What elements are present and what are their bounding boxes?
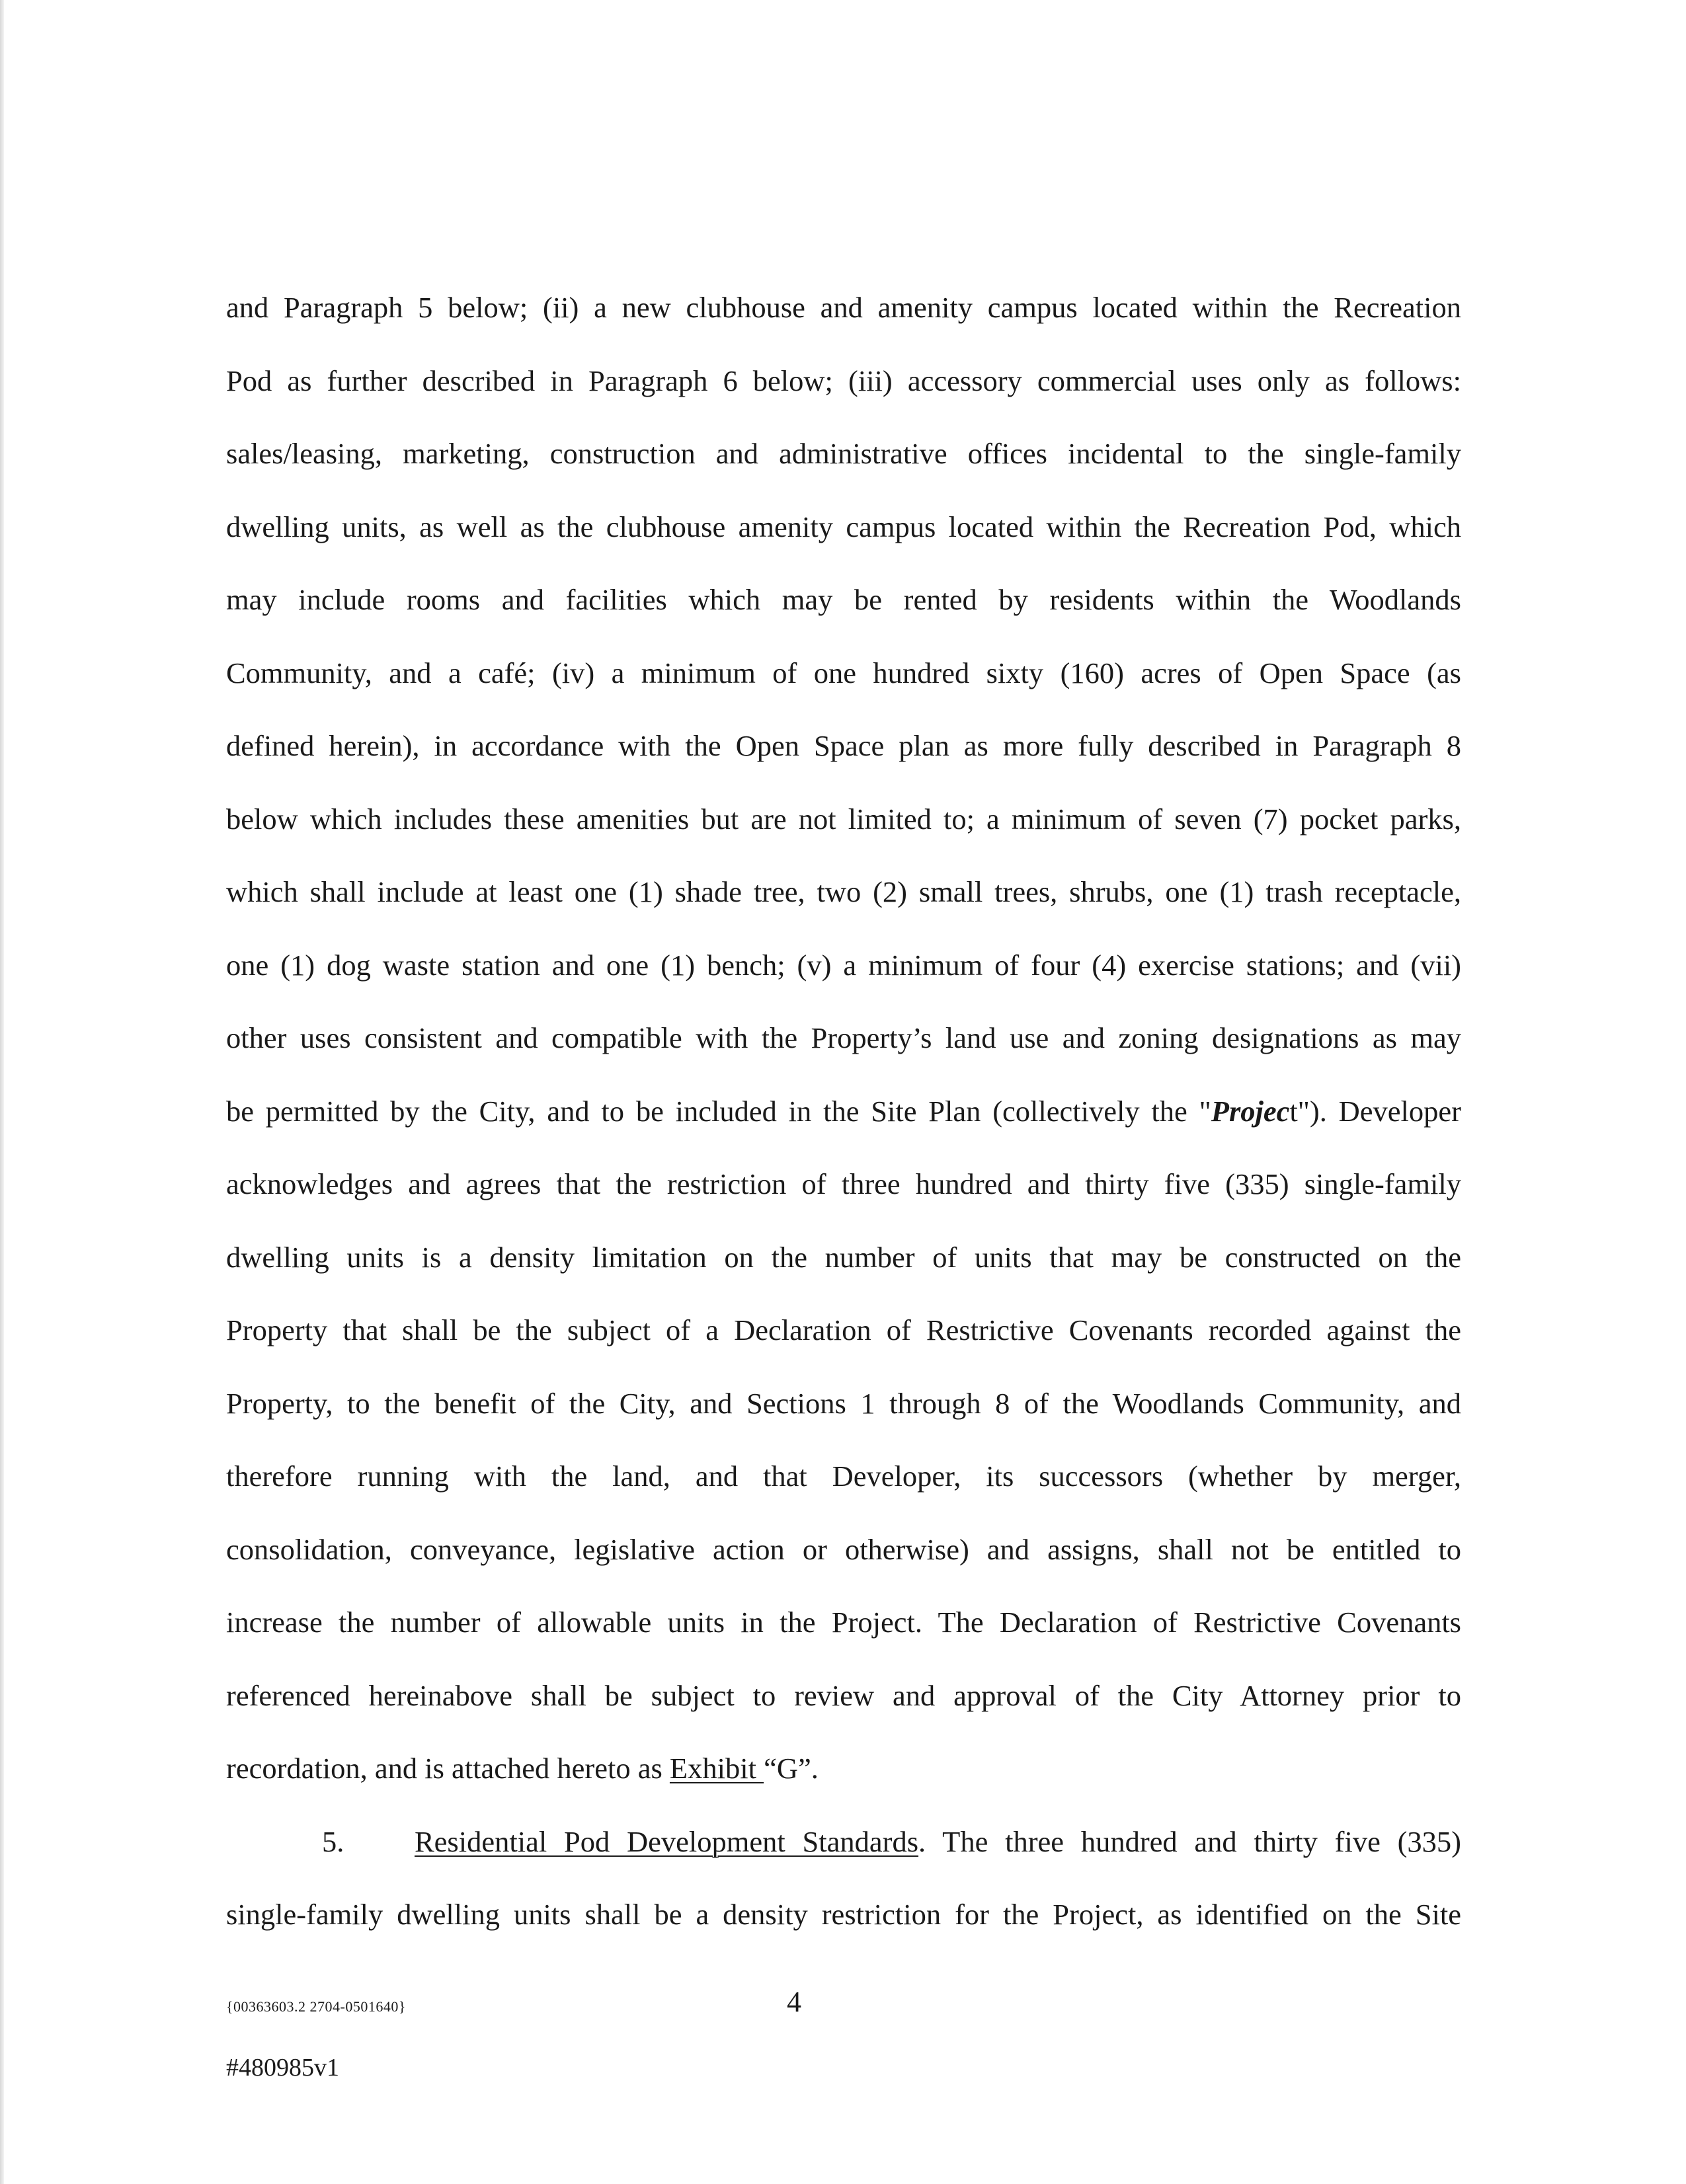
body-line: dwelling units is a density limitation on the number of units that may be constructed on the	[226, 1240, 1461, 1274]
body-line: acknowledges and agrees that the restriction of three hundred and thirty five (335) single-family	[226, 1167, 1461, 1200]
body-line: may include rooms and facilities which may be rented by residents within the Woodlands	[226, 583, 1461, 616]
body-line: Property, to the benefit of the City, and Sections 1 through 8 of the Woodlands Community, and	[226, 1386, 1461, 1420]
body-line: Pod as further described in Paragraph 6 below; (iii) accessory commercial uses only as follows:	[226, 364, 1461, 397]
body-line: other uses consistent and compatible with the Property’s land use and zoning designations as may	[226, 1021, 1461, 1054]
body-line: below which includes these amenities but are not limited to; a minimum of seven (7) pocket parks,	[226, 802, 1461, 836]
paragraph-5-line-1	[226, 1805, 1461, 1879]
exhibit-reference: Exhibit	[669, 1752, 764, 1785]
body-line: referenced hereinabove shall be subject to review and approval of the City Attorney prior to	[226, 1678, 1461, 1712]
paragraph-heading-tail: . The three hundred and thirty five (335)	[918, 1824, 1461, 1858]
exhibit-line	[226, 1732, 1461, 1805]
exhibit-line-before: recordation, and is attached hereto as	[226, 1752, 670, 1785]
body-line: Community, and a café; (iv) a minimum of one hundred sixty (160) acres of Open Space (as	[226, 656, 1461, 689]
page-number: 4	[787, 1986, 801, 2018]
project-definition-line	[226, 1075, 1461, 1148]
project-line-before: be permitted by the City, and to be included in the Site Plan (collectively the "	[226, 1094, 1211, 1128]
body-line: one (1) dog waste station and one (1) bench; (v) a minimum of four (4) exercise stations; and (vii)	[226, 948, 1461, 982]
paragraph-heading: Residential Pod Development Standards	[415, 1824, 919, 1858]
project-term: Projec	[1211, 1094, 1290, 1128]
body-line: defined herein), in accordance with the Open Space plan as more fully described in Paragraph 8	[226, 729, 1461, 762]
body-line: increase the number of allowable units in the Project. The Declaration of Restrictive Covenants	[226, 1606, 1461, 1639]
body-line: Property that shall be the subject of a Declaration of Restrictive Covenants recorded against the	[226, 1313, 1461, 1346]
body-line: which shall include at least one (1) shade tree, two (2) small trees, shrubs, one (1) trash receptacle,	[226, 875, 1461, 908]
document-body	[226, 271, 1461, 1951]
body-line: consolidation, conveyance, legislative action or otherwise) and assigns, shall not be entitled to	[226, 1532, 1461, 1566]
scan-edge	[0, 0, 4, 2184]
paragraph-5-line-2: single-family dwelling units shall be a density restriction for the Project, as identified on the Site	[226, 1898, 1461, 1931]
document-version: #480985v1	[226, 2054, 339, 2082]
document-code: {00363603.2 2704-0501640}	[226, 1998, 406, 2015]
paragraph-number: 5.	[322, 1824, 344, 1858]
body-line: and Paragraph 5 below; (ii) a new clubhouse and amenity campus located within the Recreation	[226, 291, 1461, 324]
body-line: sales/leasing, marketing, construction and administrative offices incidental to the single-family	[226, 437, 1461, 470]
project-line-after: t"). Developer	[1289, 1094, 1461, 1128]
body-line: therefore running with the land, and that Developer, its successors (whether by merger,	[226, 1460, 1461, 1493]
exhibit-line-after: “G”.	[764, 1752, 819, 1785]
body-line: dwelling units, as well as the clubhouse amenity campus located within the Recreation Pod, which	[226, 510, 1461, 543]
